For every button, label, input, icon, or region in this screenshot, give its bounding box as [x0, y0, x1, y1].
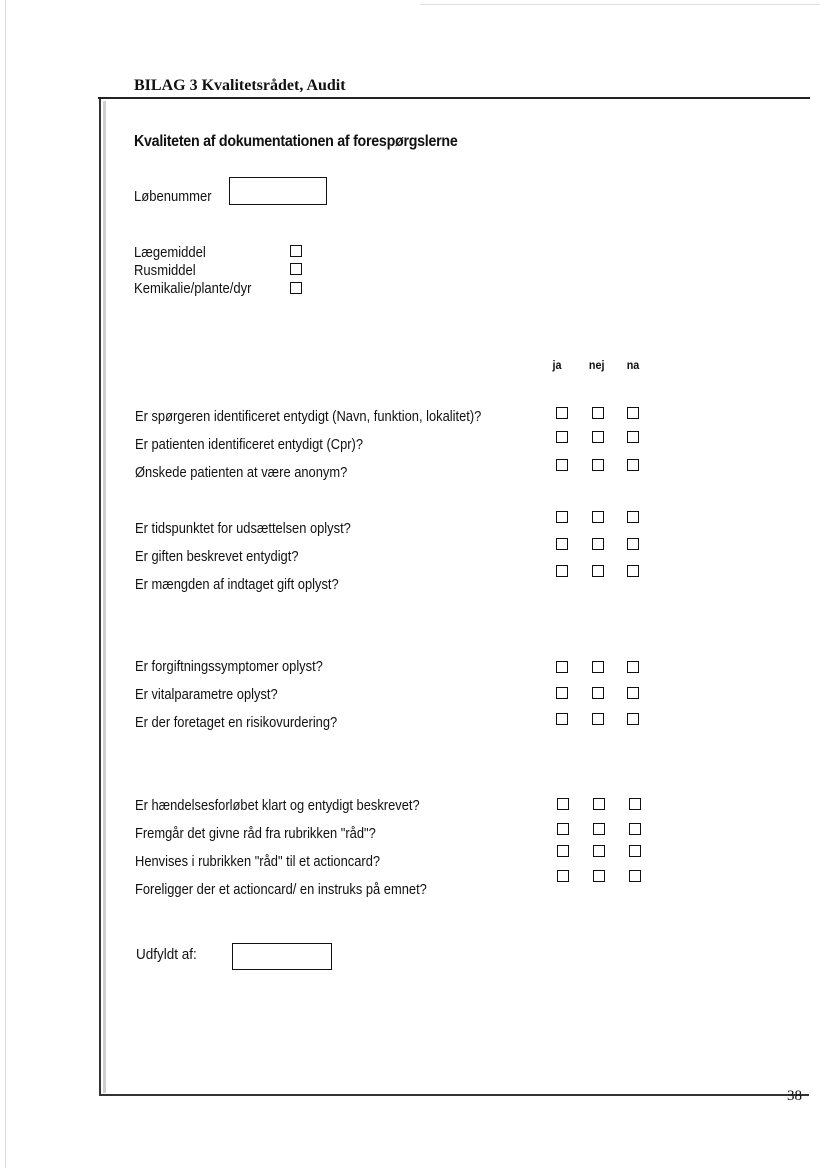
page-number: 38 [787, 1088, 802, 1104]
answer-checkbox-nej[interactable] [592, 661, 604, 673]
answer-checkbox-na[interactable] [627, 661, 639, 673]
answer-checkbox-ja[interactable] [556, 538, 568, 550]
category-checkbox[interactable] [290, 263, 302, 275]
answer-checkbox-ja[interactable] [556, 565, 568, 577]
answer-checkbox-nej[interactable] [593, 798, 605, 810]
answer-checkbox-nej[interactable] [593, 823, 605, 835]
category-label: Kemikalie/plante/dyr [134, 281, 252, 297]
answer-checkbox-ja[interactable] [556, 511, 568, 523]
answer-checkbox-nej[interactable] [592, 713, 604, 725]
filled-by-label: Udfyldt af: [136, 946, 197, 963]
answer-checkbox-na[interactable] [629, 845, 641, 857]
answer-checkbox-ja[interactable] [556, 407, 568, 419]
answer-checkbox-ja[interactable] [556, 713, 568, 725]
answer-checkbox-ja[interactable] [557, 845, 569, 857]
question-text: Er giften beskrevet entydigt? [135, 548, 299, 565]
answer-checkbox-ja[interactable] [557, 798, 569, 810]
answer-checkbox-nej[interactable] [592, 511, 604, 523]
answer-checkbox-nej[interactable] [592, 407, 604, 419]
answer-checkbox-ja[interactable] [556, 431, 568, 443]
answer-checkbox-ja[interactable] [556, 459, 568, 471]
question-text: Er der foretaget en risikovurdering? [135, 714, 338, 731]
question-text: Er tidspunktet for udsættelsen oplyst? [135, 520, 351, 537]
form-frame-shade [103, 101, 106, 1093]
form-frame-bottom [99, 1094, 809, 1096]
column-header-ja: ja [552, 358, 562, 372]
form-frame-left [99, 99, 101, 1096]
answer-checkbox-ja[interactable] [557, 870, 569, 882]
answer-checkbox-nej[interactable] [592, 459, 604, 471]
filled-by-field[interactable] [232, 943, 332, 970]
header-rule [98, 97, 810, 99]
answer-checkbox-ja[interactable] [557, 823, 569, 835]
category-checkbox[interactable] [290, 245, 302, 257]
answer-checkbox-ja[interactable] [556, 661, 568, 673]
question-text: Ønskede patienten at være anonym? [135, 464, 348, 481]
question-text: Fremgår det givne råd fra rubrikken "råd"? [135, 825, 376, 842]
answer-checkbox-na[interactable] [627, 511, 639, 523]
answer-checkbox-ja[interactable] [556, 687, 568, 699]
answer-checkbox-nej[interactable] [592, 565, 604, 577]
answer-checkbox-nej[interactable] [593, 870, 605, 882]
answer-checkbox-nej[interactable] [592, 687, 604, 699]
answer-checkbox-na[interactable] [629, 823, 641, 835]
answer-checkbox-na[interactable] [627, 459, 639, 471]
serial-number-label: Løbenummer [134, 189, 212, 205]
page-edge [5, 0, 6, 1168]
question-text: Foreligger der et actioncard/ en instruks på emnet? [135, 881, 427, 898]
answer-checkbox-na[interactable] [627, 687, 639, 699]
column-header-na: na [626, 358, 640, 372]
answer-checkbox-na[interactable] [627, 407, 639, 419]
category-checkbox[interactable] [290, 282, 302, 294]
document-header: BILAG 3 Kvalitetsrådet, Audit [134, 77, 346, 94]
question-text: Er spørgeren identificeret entydigt (Navn, funktion, lokalitet)? [135, 408, 482, 425]
question-text: Er patienten identificeret entydigt (Cpr)? [135, 436, 364, 453]
answer-checkbox-na[interactable] [627, 431, 639, 443]
page-edge [420, 4, 820, 5]
answer-checkbox-nej[interactable] [592, 538, 604, 550]
question-text: Er mængden af indtaget gift oplyst? [135, 576, 339, 593]
answer-checkbox-na[interactable] [627, 538, 639, 550]
question-text: Henvises i rubrikken "råd" til et actioncard? [135, 853, 381, 870]
answer-checkbox-na[interactable] [627, 713, 639, 725]
answer-checkbox-nej[interactable] [592, 431, 604, 443]
serial-number-field[interactable] [229, 177, 327, 205]
answer-checkbox-na[interactable] [629, 870, 641, 882]
category-label: Lægemiddel [134, 245, 206, 261]
column-header-nej: nej [588, 358, 605, 372]
category-label: Rusmiddel [134, 263, 196, 279]
answer-checkbox-na[interactable] [629, 798, 641, 810]
form-title: Kvaliteten af dokumentationen af forespørgslerne [134, 133, 458, 150]
question-text: Er hændelsesforløbet klart og entydigt beskrevet? [135, 797, 420, 814]
answer-checkbox-na[interactable] [627, 565, 639, 577]
question-text: Er vitalparametre oplyst? [135, 686, 278, 703]
question-text: Er forgiftningssymptomer oplyst? [135, 658, 323, 675]
answer-checkbox-nej[interactable] [593, 845, 605, 857]
